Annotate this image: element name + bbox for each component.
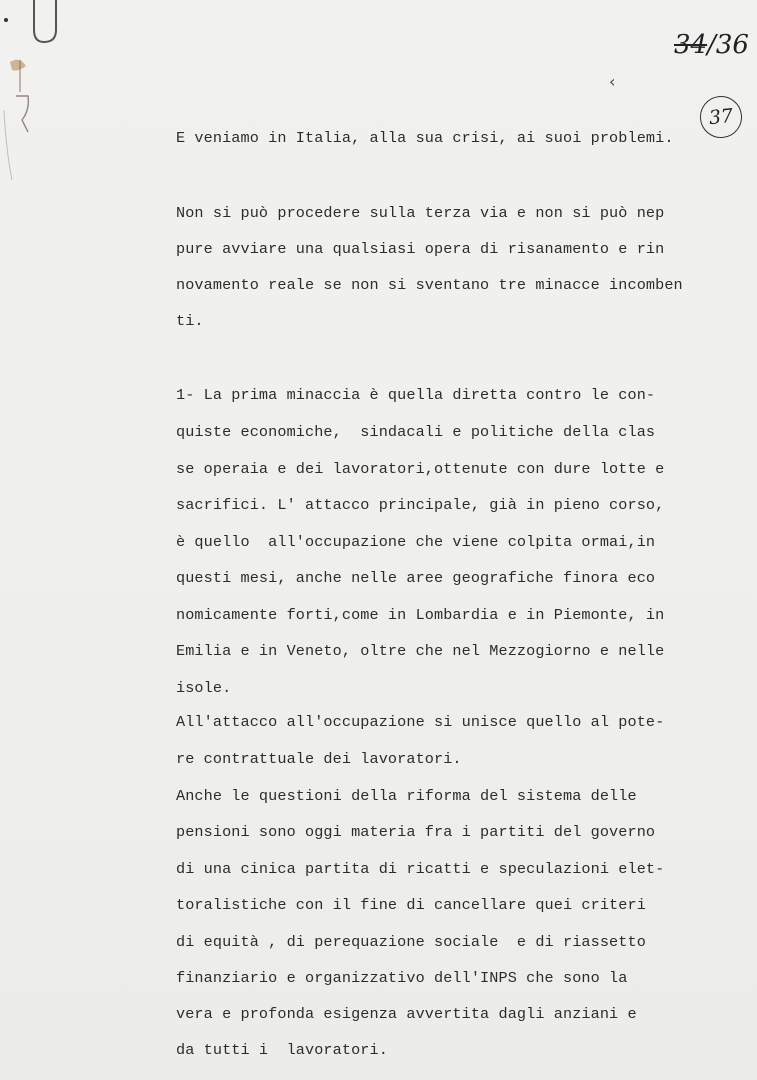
text-line: re contrattuale dei lavoratori. <box>176 750 462 768</box>
circled-page-number: 37 <box>698 94 744 140</box>
text-line: sacrifici. L' attacco principale, già in pieno corso, <box>176 496 665 514</box>
text-line: ti. <box>176 312 204 330</box>
text-line: se operaia e dei lavoratori,ottenute con dure lotte e <box>176 460 665 478</box>
corrected-page-number: 36 <box>715 30 749 60</box>
text-line: quiste economiche, sindacali e politiche della clas <box>176 423 656 441</box>
text-line: di equità , di perequazione sociale e di riassetto <box>176 933 646 951</box>
text-line: Anche le questioni della riforma del sistema delle <box>176 787 637 805</box>
text-line: nomicamente forti,come in Lombardia e in Piemonte, in <box>176 606 665 624</box>
text-line: questi mesi, anche nelle aree geografiche finora eco <box>176 569 656 587</box>
text-line: All'attacco all'occupazione si unisce quello al pote- <box>176 713 665 731</box>
text-line: 1- La prima minaccia è quella diretta contro le con- <box>176 386 656 404</box>
text-line: E veniamo in Italia, alla sua crisi, ai suoi problemi. <box>176 129 674 147</box>
text-line: isole. <box>176 679 232 697</box>
text-line: da tutti i lavoratori. <box>176 1041 388 1059</box>
text-line: pure avviare una qualsiasi opera di risanamento e rin <box>176 240 665 258</box>
text-line: novamento reale se non si sventano tre minacce incomben <box>176 276 683 294</box>
text-line: toralistiche con il fine di cancellare quei criteri <box>176 896 646 914</box>
margin-tick-mark: ‹ <box>609 72 616 91</box>
binding-hole-marks <box>0 0 70 200</box>
text-line: è quello all'occupazione che viene colpita ormai,in <box>176 533 656 551</box>
text-line: finanziario e organizzativo dell'INPS che sono la <box>176 969 628 987</box>
text-line: di una cinica partita di ricatti e speculazioni elet- <box>176 860 665 878</box>
handwritten-page-number: 34/36 <box>674 30 749 60</box>
text-line: vera e profonda esigenza avvertita dagli anziani e <box>176 1005 637 1023</box>
text-line: Emilia e in Veneto, oltre che nel Mezzogiorno e nelle <box>176 642 665 660</box>
text-line: Non si può procedere sulla terza via e non si può nep <box>176 204 665 222</box>
text-line: pensioni sono oggi materia fra i partiti del governo <box>176 823 656 841</box>
struck-page-number: 34 <box>674 30 708 60</box>
